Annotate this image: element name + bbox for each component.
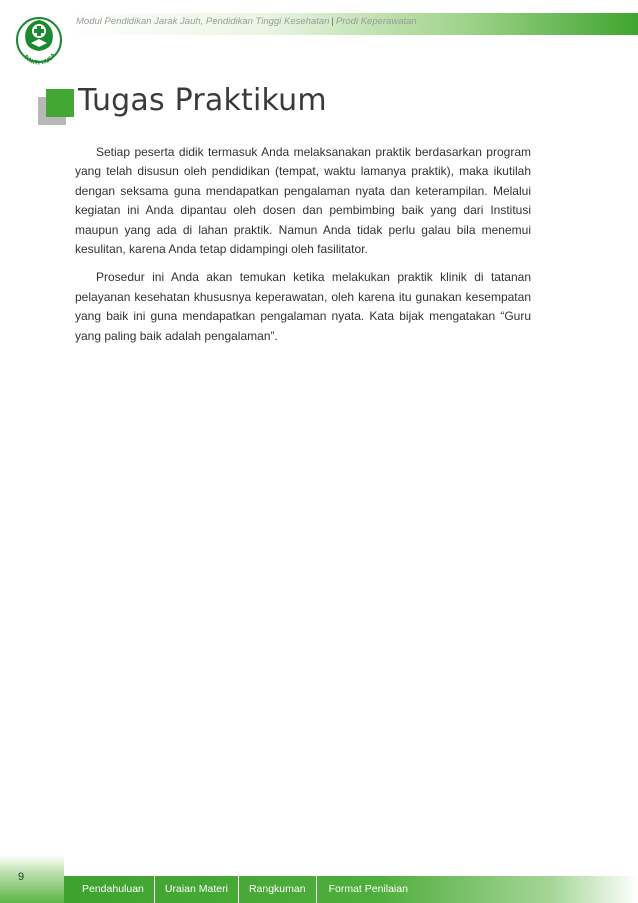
page-number-box (0, 855, 64, 903)
bakti-husada-logo (14, 10, 64, 80)
svg-text:BAKTI HUSADA: BAKTI HUSA (22, 52, 58, 67)
footer-nav-rangkuman[interactable]: Rangkuman (239, 876, 317, 903)
paragraph: Setiap peserta didik termasuk Anda melaksanakan praktik berdasarkan program yang telah disusun oleh pendidikan (tempat, waktu lamanya praktik), maka ikutilah dengan seksama guna mendapatkan pengalaman nyata dan keterampilan. Melalui kegiatan ini Anda dipantau oleh dosen dan pembimbing baik yang dari Institusi maupun yang ada di lahan praktik. Namun Anda tidak perlu galau bila menemui kesulitan, karena Anda tetap didampingi oleh fasilitator. (75, 145, 531, 257)
program-name: Prodi Keperawatan (335, 16, 417, 27)
header-separator: | (331, 16, 334, 27)
footer-nav-format-penilaian[interactable]: Format Penilaian (328, 883, 408, 895)
page-number: 9 (18, 871, 25, 883)
header-module-title (76, 16, 417, 27)
body-content (75, 143, 531, 355)
title-square-green (46, 89, 74, 117)
section-title: Tugas Praktikum (78, 83, 327, 118)
footer-nav (64, 876, 418, 903)
module-title: Modul Pendidikan Jarak Jauh, Pendidikan Tinggi Kesehatan (76, 16, 330, 27)
footer-nav-uraian-materi[interactable]: Uraian Materi (155, 876, 239, 903)
footer-nav-pendahuluan[interactable]: Pendahuluan (64, 876, 155, 903)
paragraph: Prosedur ini Anda akan temukan ketika melakukan praktik klinik di tatanan pelayanan kesehatan khususnya keperawatan, oleh karena itu gunakan kesempatan yang baik ini guna mendapatkan pengalaman nyata. Kata bijak mengatakan “Guru yang paling baik adalah pengalaman”. (75, 270, 531, 343)
